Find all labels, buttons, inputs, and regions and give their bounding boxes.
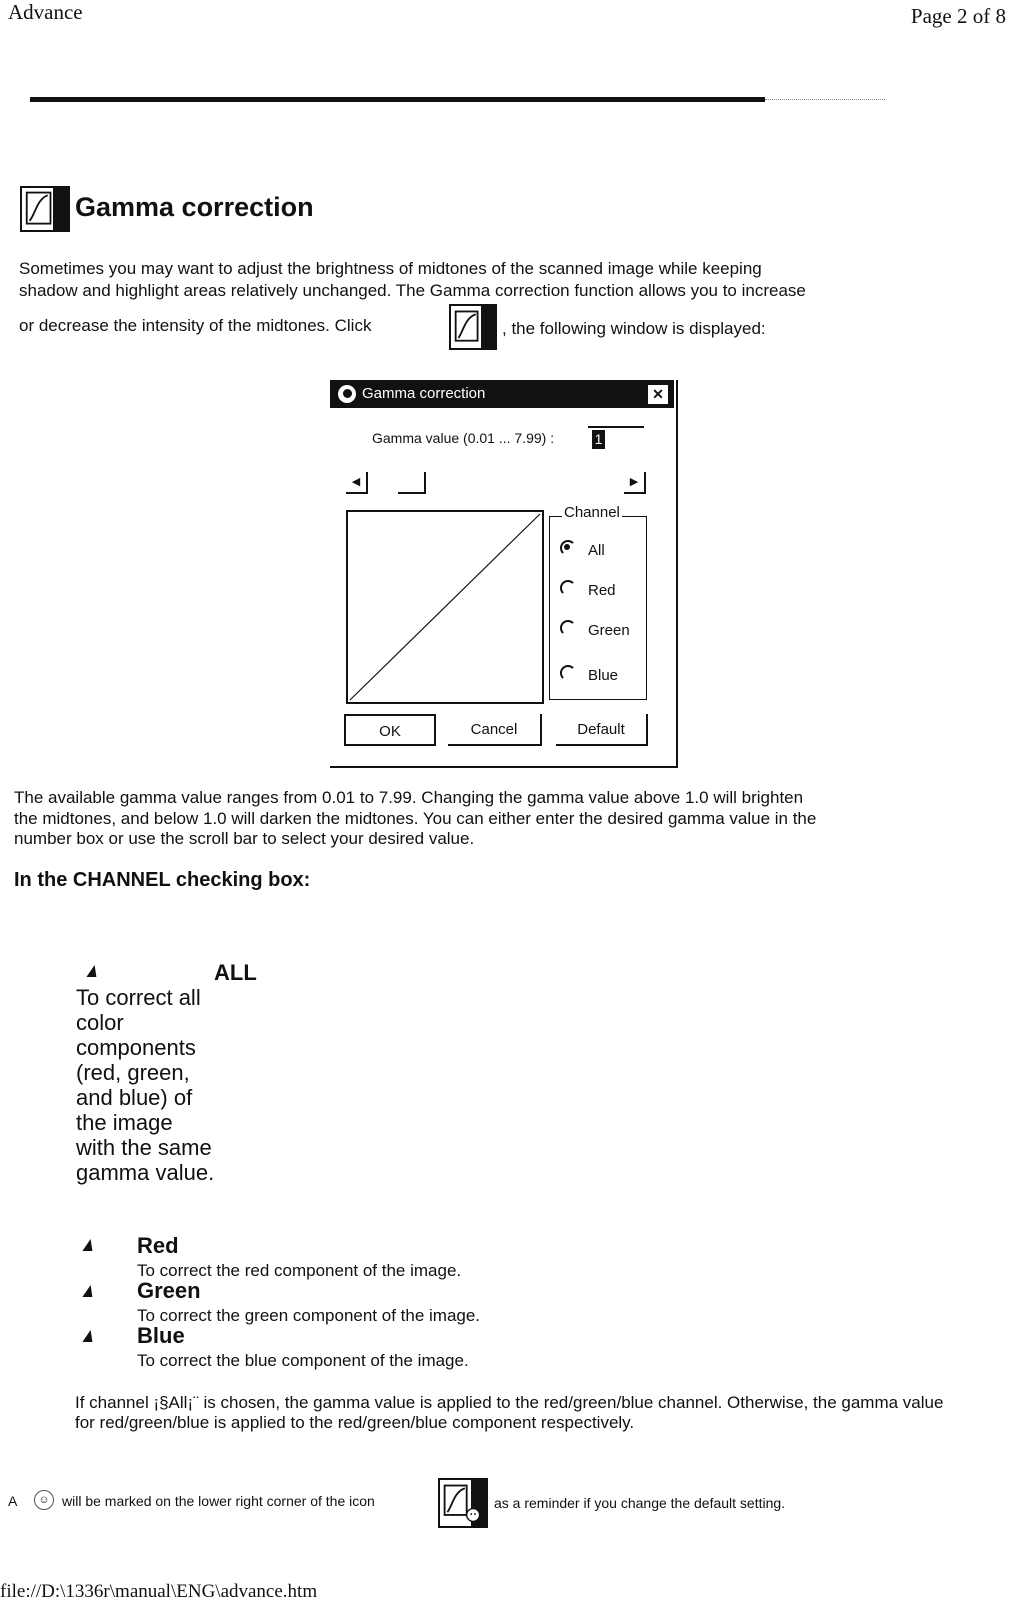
divider bbox=[30, 97, 765, 102]
radio-blue[interactable] bbox=[560, 665, 618, 684]
item-green-desc: To correct the green component of the image. bbox=[137, 1306, 481, 1325]
dialog-title: Gamma correction bbox=[362, 385, 486, 402]
intro-line-2: shadow and highlight areas relatively unchanged. The Gamma correction function allows you to increase bbox=[19, 281, 806, 300]
radio-green-label: Green bbox=[588, 622, 630, 639]
radio-red-label: Red bbox=[588, 582, 616, 599]
range-line-2: the midtones, and below 1.0 will darken the midtones. You can either enter the desired gamma value in the bbox=[14, 809, 817, 828]
bullet-icon bbox=[88, 965, 98, 979]
bullet-icon bbox=[84, 1330, 94, 1344]
default-button[interactable]: Default bbox=[556, 714, 648, 746]
radio-blue-label: Blue bbox=[588, 667, 619, 684]
channel-note: If channel ¡§All¡¨ is chosen, the gamma value is applied to the red/green/blue channel. Otherwise, the gamma value for red/green/blue is applied to the red/green/blue component respectively. bbox=[75, 1393, 944, 1432]
gamma-correction-dialog bbox=[330, 380, 678, 768]
range-line-1: The available gamma value ranges from 0.01 to 7.99. Changing the gamma value above 1.0 will brighten bbox=[14, 788, 804, 807]
radio-button-icon[interactable] bbox=[560, 540, 576, 556]
cancel-button[interactable]: Cancel bbox=[448, 714, 542, 746]
gamma-toolbar-icon[interactable] bbox=[449, 304, 497, 350]
close-icon[interactable]: ✕ bbox=[648, 385, 668, 404]
channel-group-label: Channel bbox=[564, 504, 620, 521]
item-red-title: Red bbox=[137, 1233, 179, 1258]
footer-file-url: file://D:\1336r\manual\ENG\advance.htm bbox=[0, 1581, 318, 1602]
gamma-curve-preview bbox=[346, 510, 544, 704]
scroll-left-button[interactable]: ◀ bbox=[346, 472, 368, 494]
intro-line-3-before: or decrease the intensity of the midtones. Click bbox=[19, 316, 372, 335]
footer-text-2: as a reminder if you change the default setting. bbox=[494, 1495, 786, 1511]
radio-green[interactable] bbox=[560, 620, 630, 639]
header-left-title: Advance bbox=[8, 0, 83, 24]
radio-button-icon[interactable] bbox=[560, 620, 576, 636]
range-line-3: number box or use the scroll bar to select your desired value. bbox=[14, 829, 475, 848]
footer-a: A bbox=[8, 1493, 18, 1509]
item-blue-desc: To correct the blue component of the image. bbox=[137, 1351, 469, 1370]
channel-heading: In the CHANNEL checking box: bbox=[14, 869, 311, 891]
bullet-icon bbox=[84, 1239, 94, 1253]
radio-button-icon[interactable] bbox=[560, 665, 576, 681]
divider-tail bbox=[765, 99, 885, 100]
smiley-icon: ☺ bbox=[34, 1490, 54, 1510]
item-all-title: ALL bbox=[214, 960, 257, 985]
radio-all[interactable] bbox=[560, 540, 605, 559]
item-green-title: Green bbox=[137, 1278, 201, 1303]
item-blue-title: Blue bbox=[137, 1323, 185, 1348]
gamma-value-label: Gamma value (0.01 ... 7.99) : bbox=[372, 430, 555, 446]
ok-button[interactable]: OK bbox=[344, 714, 436, 746]
radio-red[interactable] bbox=[560, 580, 616, 599]
intro-line-1: Sometimes you may want to adjust the brightness of midtones of the scanned image while keeping bbox=[19, 259, 762, 278]
radio-all-label: All bbox=[588, 542, 605, 559]
gamma-changed-icon bbox=[438, 1478, 488, 1528]
scroll-right-button[interactable]: ▶ bbox=[624, 472, 646, 494]
intro-line-3-after: , the following window is displayed: bbox=[502, 319, 766, 338]
scroll-thumb[interactable] bbox=[398, 472, 426, 494]
gamma-value-text[interactable]: 1 bbox=[592, 430, 605, 449]
gamma-icon bbox=[20, 186, 70, 232]
item-all-desc: To correct all color components (red, green, and blue) of the image with the same gamma value. bbox=[76, 985, 215, 1185]
footer-text-1: will be marked on the lower right corner of the icon bbox=[62, 1493, 375, 1509]
section-title: Gamma correction bbox=[75, 192, 314, 222]
app-icon bbox=[338, 385, 356, 403]
bullet-icon bbox=[84, 1285, 94, 1299]
dialog-titlebar[interactable] bbox=[330, 380, 674, 408]
page-number: Page 2 of 8 bbox=[910, 4, 1006, 28]
item-red-desc: To correct the red component of the image. bbox=[137, 1261, 462, 1280]
radio-button-icon[interactable] bbox=[560, 580, 576, 596]
